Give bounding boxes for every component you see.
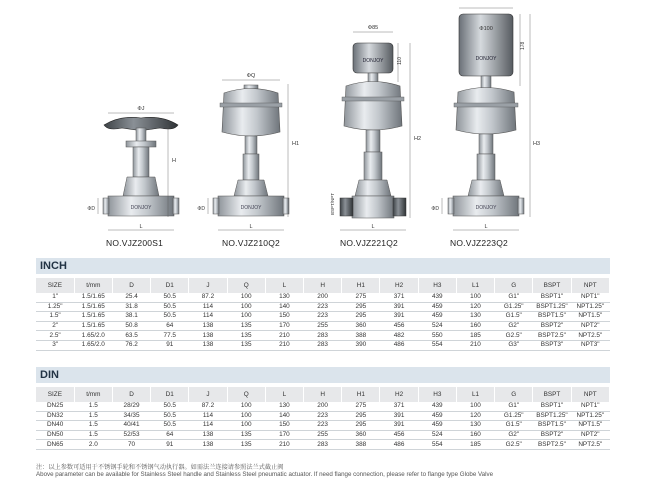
- table-cell: 210: [265, 331, 303, 341]
- table-cell: 360: [342, 430, 380, 440]
- table-cell: 50.5: [151, 411, 189, 421]
- table-cell: 70: [112, 440, 150, 450]
- table-cell: NPT1.5": [571, 312, 609, 322]
- table-cell: 170: [265, 321, 303, 331]
- table-cell: BSPT1.25": [533, 302, 571, 312]
- column-header: L: [265, 387, 303, 402]
- table-cell: BSPT1": [533, 402, 571, 411]
- table-cell: 114: [189, 312, 227, 322]
- table-cell: 1.65/2.0: [74, 340, 112, 350]
- table-cell: 295: [342, 411, 380, 421]
- table-cell: 100: [227, 293, 265, 302]
- table-cell: BSPT2.5": [533, 331, 571, 341]
- table-cell: 1.65/2.0: [74, 331, 112, 341]
- table-cell: 459: [418, 302, 456, 312]
- table-cell: BSPT1.5": [533, 421, 571, 431]
- table-cell: 554: [418, 440, 456, 450]
- table-cell: 114: [189, 411, 227, 421]
- table-cell: 459: [418, 421, 456, 431]
- column-header: Q: [227, 387, 265, 402]
- table-cell: BSPT1.5": [533, 312, 571, 322]
- table-cell: 135: [227, 440, 265, 450]
- table-cell: G2": [495, 321, 533, 331]
- table-row: [36, 321, 610, 331]
- table-cell: 439: [418, 402, 456, 411]
- table-cell: 91: [151, 440, 189, 450]
- table-cell: 120: [456, 411, 494, 421]
- column-header: H3: [418, 278, 456, 293]
- table-cell: 295: [342, 302, 380, 312]
- table-cell: 160: [456, 430, 494, 440]
- table-cell: 1.5/1.65: [74, 293, 112, 302]
- table-cell: 210: [265, 440, 303, 450]
- table-cell: 391: [380, 302, 418, 312]
- table-cell: 486: [380, 440, 418, 450]
- din-section-title: DIN: [36, 367, 610, 383]
- table-cell: 28/29: [112, 402, 150, 411]
- table-cell: NPT1": [571, 402, 609, 411]
- column-header: H1: [342, 387, 380, 402]
- table-cell: 1.5: [74, 421, 112, 431]
- table-cell: G1.25": [495, 411, 533, 421]
- column-header: t/mm: [74, 278, 112, 293]
- table-cell: 100: [227, 411, 265, 421]
- table-cell: 87.2: [189, 293, 227, 302]
- table-cell: 100: [227, 312, 265, 322]
- table-cell: 100: [227, 421, 265, 431]
- table-cell: NPT1.25": [571, 302, 609, 312]
- table-cell: 391: [380, 411, 418, 421]
- table-cell: 150: [265, 421, 303, 431]
- table-cell: BSPT3": [533, 340, 571, 350]
- table-cell: 140: [265, 302, 303, 312]
- table-cell: 138: [189, 340, 227, 350]
- table-cell: NPT2.5": [571, 331, 609, 341]
- table-cell: 275: [342, 293, 380, 302]
- table-cell: 3": [36, 340, 74, 350]
- table-cell: 275: [342, 402, 380, 411]
- table-cell: BSPT2": [533, 321, 571, 331]
- table-cell: G2.5": [495, 331, 533, 341]
- svg-text:H1: H1: [292, 141, 300, 147]
- table-cell: 185: [456, 440, 494, 450]
- table-cell: 456: [380, 321, 418, 331]
- table-cell: BSPT2.5": [533, 440, 571, 450]
- table-cell: 50.8: [112, 321, 150, 331]
- table-cell: 2": [36, 321, 74, 331]
- table-cell: 130: [265, 293, 303, 302]
- svg-text:ΦQ: ΦQ: [246, 73, 256, 79]
- svg-text:ΦD: ΦD: [197, 206, 205, 212]
- table-cell: 439: [418, 293, 456, 302]
- table-cell: 138: [189, 430, 227, 440]
- table-cell: 1.5/1.65: [74, 302, 112, 312]
- column-header: BSPT: [533, 387, 571, 402]
- table-cell: G1.25": [495, 302, 533, 312]
- table-cell: 1.5: [74, 411, 112, 421]
- table-cell: 76.2: [112, 340, 150, 350]
- model-label-vjz200s1: NO.VJZ200S1: [106, 238, 164, 248]
- table-row: [36, 411, 610, 421]
- svg-text:L: L: [139, 224, 143, 230]
- svg-text:BSPT/NPT: BSPT/NPT: [330, 192, 335, 215]
- table-cell: 50.5: [151, 293, 189, 302]
- table-cell: 554: [418, 340, 456, 350]
- table-cell: 135: [227, 331, 265, 341]
- table-cell: G1.5": [495, 421, 533, 431]
- table-cell: 255: [304, 321, 342, 331]
- table-cell: 1.5/1.65: [74, 312, 112, 322]
- table-cell: 170: [265, 430, 303, 440]
- table-cell: BSPT1.25": [533, 411, 571, 421]
- table-cell: 486: [380, 340, 418, 350]
- table-cell: NPT2": [571, 430, 609, 440]
- column-header: H1: [342, 278, 380, 293]
- table-row: [36, 402, 610, 411]
- table-cell: 130: [265, 402, 303, 411]
- svg-text:DONJOY: DONJOY: [475, 56, 497, 62]
- table-cell: 223: [304, 411, 342, 421]
- table-cell: 391: [380, 312, 418, 322]
- table-cell: 2.0: [74, 440, 112, 450]
- svg-text:L: L: [249, 224, 253, 230]
- table-cell: 130: [456, 312, 494, 322]
- table-cell: 120: [456, 302, 494, 312]
- table-cell: 50.5: [151, 312, 189, 322]
- table-cell: 550: [418, 331, 456, 341]
- svg-text:Φ100: Φ100: [479, 26, 493, 32]
- table-cell: 295: [342, 312, 380, 322]
- column-header: G: [495, 387, 533, 402]
- table-cell: 388: [342, 331, 380, 341]
- column-header: G: [495, 278, 533, 293]
- table-cell: 255: [304, 430, 342, 440]
- table-cell: 100: [456, 293, 494, 302]
- column-header: NPT: [571, 278, 609, 293]
- table-cell: 114: [189, 302, 227, 312]
- table-cell: 456: [380, 430, 418, 440]
- dim-phij-label: ΦJ: [137, 106, 145, 112]
- table-cell: 25.4: [112, 293, 150, 302]
- table-cell: 50.5: [151, 421, 189, 431]
- table-cell: 1.5: [74, 402, 112, 411]
- model-label-vjz223q2: NO.VJZ223Q2: [450, 238, 508, 248]
- column-header: L1: [456, 278, 494, 293]
- table-cell: 1.5: [74, 430, 112, 440]
- table-cell: 114: [189, 421, 227, 431]
- table-cell: 210: [456, 340, 494, 350]
- table-cell: 138: [189, 440, 227, 450]
- table-cell: 38.1: [112, 312, 150, 322]
- table-cell: 63.5: [112, 331, 150, 341]
- table-cell: 100: [227, 402, 265, 411]
- table-cell: 91: [151, 340, 189, 350]
- column-header: D: [112, 387, 150, 402]
- table-cell: NPT1.25": [571, 411, 609, 421]
- table-cell: 130: [456, 421, 494, 431]
- table-cell: NPT3": [571, 340, 609, 350]
- table-row: [36, 340, 610, 350]
- table-cell: G2": [495, 430, 533, 440]
- table-cell: NPT1.5": [571, 421, 609, 431]
- table-cell: 295: [342, 421, 380, 431]
- column-header: H2: [380, 278, 418, 293]
- valve-drawing-vjz223q2: [431, 8, 540, 230]
- table-cell: DN65: [36, 440, 74, 450]
- table-cell: 524: [418, 430, 456, 440]
- valve-drawing-vjz200s1: [87, 106, 179, 230]
- model-label-vjz210q2: NO.VJZ210Q2: [222, 238, 280, 248]
- table-row: [36, 430, 610, 440]
- table-cell: 138: [189, 321, 227, 331]
- table-row: [36, 421, 610, 431]
- table-cell: 390: [342, 340, 380, 350]
- table-row: [36, 331, 610, 341]
- footnote-english: Above parameter can be available for Stainless Steel handle and Stainless Steel pneumatic actuator. If need flange connection, please refer to flange type Globe Valve: [36, 471, 494, 478]
- table-cell: G1": [495, 402, 533, 411]
- svg-text:Φ85: Φ85: [367, 25, 379, 31]
- svg-text:L: L: [484, 224, 488, 230]
- table-cell: 87.2: [189, 402, 227, 411]
- table-cell: 40/41: [112, 421, 150, 431]
- table-cell: BSPT1": [533, 293, 571, 302]
- table-cell: DN40: [36, 421, 74, 431]
- svg-text:110: 110: [397, 57, 403, 65]
- table-cell: 150: [265, 312, 303, 322]
- table-cell: 31.8: [112, 302, 150, 312]
- table-row: [36, 302, 610, 312]
- svg-text:DONJOY: DONJOY: [362, 58, 384, 64]
- table-cell: 160: [456, 321, 494, 331]
- svg-text:H2: H2: [414, 136, 422, 142]
- table-row: [36, 312, 610, 322]
- table-cell: NPT2": [571, 321, 609, 331]
- svg-text:ΦD: ΦD: [87, 206, 95, 212]
- table-cell: NPT1": [571, 293, 609, 302]
- svg-text:ΦD: ΦD: [431, 206, 439, 212]
- table-row: [36, 293, 610, 302]
- table-cell: 64: [151, 321, 189, 331]
- column-header: L1: [456, 387, 494, 402]
- table-cell: 371: [380, 402, 418, 411]
- table-cell: 360: [342, 321, 380, 331]
- table-cell: 482: [380, 331, 418, 341]
- column-header: L: [265, 278, 303, 293]
- table-cell: 283: [304, 331, 342, 341]
- column-header: Q: [227, 278, 265, 293]
- column-header: D1: [151, 387, 189, 402]
- footnote-chinese: 注：以上参数可适用于不锈钢手轮和不锈钢气动执行器。如需法兰连接请参照法兰式截止阀: [36, 464, 284, 471]
- column-header: SIZE: [36, 387, 74, 402]
- valve-drawing-vjz210q2: [197, 73, 299, 230]
- column-header: D1: [151, 278, 189, 293]
- table-cell: 2.5": [36, 331, 74, 341]
- svg-text:H3: H3: [533, 141, 541, 147]
- svg-text:H: H: [172, 158, 176, 164]
- column-header: J: [189, 387, 227, 402]
- table-cell: 459: [418, 411, 456, 421]
- table-cell: G1.5": [495, 312, 533, 322]
- table-cell: 77.5: [151, 331, 189, 341]
- table-cell: G3": [495, 340, 533, 350]
- svg-text:DONJOY: DONJOY: [475, 205, 497, 211]
- table-cell: DN50: [36, 430, 74, 440]
- table-cell: 1.5/1.65: [74, 321, 112, 331]
- table-cell: 371: [380, 293, 418, 302]
- table-cell: 200: [304, 402, 342, 411]
- table-cell: 388: [342, 440, 380, 450]
- table-cell: NPT2.5": [571, 440, 609, 450]
- table-cell: BSPT2": [533, 430, 571, 440]
- column-header: J: [189, 278, 227, 293]
- column-header: SIZE: [36, 278, 74, 293]
- column-header: H2: [380, 387, 418, 402]
- table-cell: 50.5: [151, 402, 189, 411]
- table-cell: 459: [418, 312, 456, 322]
- column-header: t/mm: [74, 387, 112, 402]
- inch-section-title: INCH: [36, 258, 610, 274]
- svg-text:L: L: [371, 224, 375, 230]
- table-cell: 100: [456, 402, 494, 411]
- valve-drawing-vjz221q2: [330, 25, 421, 230]
- table-cell: 34/35: [112, 411, 150, 421]
- column-header: H: [304, 387, 342, 402]
- model-label-vjz221q2: NO.VJZ221Q2: [340, 238, 398, 248]
- column-header: D: [112, 278, 150, 293]
- table-cell: 135: [227, 430, 265, 440]
- table-cell: 1.25": [36, 302, 74, 312]
- table-cell: 64: [151, 430, 189, 440]
- table-cell: DN25: [36, 402, 74, 411]
- table-row: [36, 440, 610, 450]
- svg-text:DONJOY: DONJOY: [130, 205, 152, 211]
- table-cell: 524: [418, 321, 456, 331]
- table-cell: DN32: [36, 411, 74, 421]
- table-cell: 1": [36, 293, 74, 302]
- table-cell: 135: [227, 321, 265, 331]
- table-cell: 391: [380, 421, 418, 431]
- table-cell: 135: [227, 340, 265, 350]
- table-cell: 185: [456, 331, 494, 341]
- table-cell: 140: [265, 411, 303, 421]
- inch-spec-table: [36, 278, 610, 351]
- table-cell: 52/53: [112, 430, 150, 440]
- table-cell: 223: [304, 312, 342, 322]
- table-cell: G1": [495, 293, 533, 302]
- table-cell: 223: [304, 302, 342, 312]
- table-cell: 200: [304, 293, 342, 302]
- table-cell: G2.5": [495, 440, 533, 450]
- svg-text:DONJOY: DONJOY: [240, 205, 262, 211]
- table-cell: 100: [227, 302, 265, 312]
- din-spec-table: [36, 387, 610, 450]
- table-cell: 138: [189, 331, 227, 341]
- column-header: H: [304, 278, 342, 293]
- table-cell: 210: [265, 340, 303, 350]
- table-cell: 283: [304, 340, 342, 350]
- svg-text:178: 178: [520, 41, 526, 50]
- table-cell: 1.5": [36, 312, 74, 322]
- table-cell: 50.5: [151, 302, 189, 312]
- column-header: NPT: [571, 387, 609, 402]
- column-header: BSPT: [533, 278, 571, 293]
- table-cell: 223: [304, 421, 342, 431]
- table-cell: 283: [304, 440, 342, 450]
- column-header: H3: [418, 387, 456, 402]
